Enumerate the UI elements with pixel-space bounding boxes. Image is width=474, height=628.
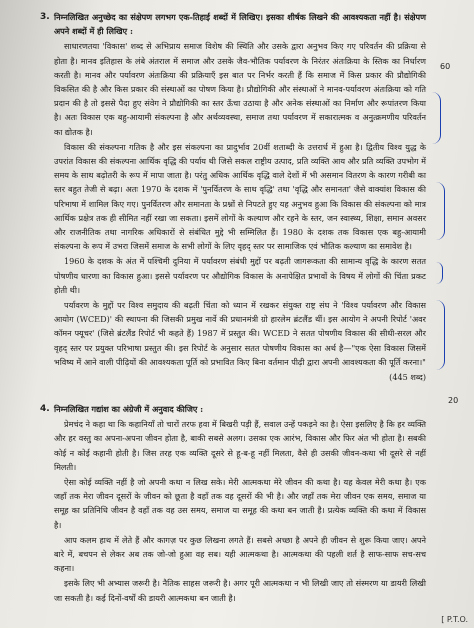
page-turn-note: [ P.T.O.	[441, 615, 468, 624]
marks-label: 20	[448, 396, 459, 405]
passage-paragraph: साधारणतया 'विकास' शब्द से अभिप्राय समाज विशेष की स्थिति और उसके द्वारा अनुभव किए गए परिवर्तन की प्रक्रिया से होता है। मानव इतिहास के लंबे अंतराल में समाज और उसके जैव-भौतिक पर्यावरण के निरंतर अंतःक्रिया के स्तिक का निर्धारण करती है। मानव और पर्यावरण अंतःक्रिया की प्रक्रियाएँ इस बात पर निर्भर करती हैं कि समाज में किस प्रकार की प्रौद्योगिकी विकसित की है और किस प्रकार की संस्थाओं का पोषण किया है। प्रौद्योगिकी और संस्थाओं ने मानव-पर्यावरण अंतःक्रिया को गति प्रदान की है तो इससे पैदा हुए संवेग ने प्रौद्योगिकी का स्तर ऊँचा उठाया है और अनेक संस्थाओं का निर्माण और रूपांतरण किया है। अतः विकास एक बहु-आयामी संकल्पना है और अर्थव्यवस्था, समाज तथा पर्यावरण में सकारात्मक व अनुत्क्रमणीय परिवर्तन का द्योतक है।	[54, 41, 426, 137]
passage-paragraph: इसके लिए भी अभ्यास जरूरी है। नैतिक साहस जरूरी है। अगर पूरी आत्मकथा न भी लिखी जाए तो संस्मरण या डायरी लिखी जा सकती है। कई दिनों-वर्षों की डायरी आत्मकथा बन जाती है।	[54, 578, 426, 603]
question-number: 4.	[40, 404, 50, 414]
marks-label: 60	[440, 62, 451, 71]
passage-paragraph: आप कलम हाथ में लेते हैं और कागज़ पर कुछ लिखना लगते हैं। सबसे अच्छा है अपने ही जीवन से शुरू किया जाए। अपने बारे में, बचपन से लेकर अब तक जो-जो हुआ वह सब। यही आत्मकथा है। आत्मकथा की पहली शर्त है साफ-साफ सच-सच कहना।	[54, 534, 426, 574]
pen-bracket-mark	[436, 262, 443, 284]
question-instruction: निम्नलिखित गद्यांश का अंग्रेजी में अनुवाद कीजिए :	[54, 404, 204, 414]
passage-paragraph: प्रेमचंद ने कहा था कि कहानियाँ तो चारों तरफ हवा में बिखरी पड़ी हैं, सवाल उन्हें पकड़ने का है। ऐसा इसलिए है कि हर व्यक्ति और हर वस्तु का अपना-अपना जीवन होता है, बाकी सबसे अलग। उसका एक आरंभ, विकास और फिर अंत भी होता है। सबकी कोई न कोई कहानी होती है। जिस तरह एक व्यक्ति दूसरे से हू-ब-हू नहीं मिलता, वैसे ही उसकी जीवन-कथा भी दूसरे से नहीं मिलती।	[54, 419, 426, 472]
passage-paragraph: ऐसा कोई व्यक्ति नहीं है जो अपनी कथा न लिख सके। मेरी आत्मकथा मेरे जीवन की कथा है। यह केवल मेरी कथा है। एक जहाँ तक मेरा जीवन दूसरों के जीवन को छूता है वहाँ तक वह दूसरों की भी है। और जहाँ तक मेरा जीवन एक समय, समाज या समूह का प्रतिनिधि जीवन है वहाँ तक वह उस समय, समाज या समूह की कथा बन जाती है। प्रत्येक व्यक्ति की कथा में विकास है।	[54, 477, 426, 530]
passage-paragraph: विकास की संकल्पना गतिक है और इस संकल्पना का प्रादुर्भाव 20वीं शताब्दी के उत्तरार्ध में हुआ है। द्वितीय विश्व युद्ध के उपरांत विकास की संकल्पना आर्थिक वृद्धि की पर्याय थी जिसे सकल राष्ट्रीय उत्पाद, प्रति व्यक्ति आय और प्रति व्यक्ति उपभोग में समय के साथ बढ़ोतरी के रूप में मापा जाता है। परंतु अधिक आर्थिक वृद्धि वाले देशों में भी असमान वितरण के कारण गरीबी का स्तर बहुत तेजी से बढ़ा। अतः 1970 के दशक में 'पुनर्वितरण के साथ वृद्धि' तथा 'वृद्धि और समानता' जैसे वाक्यांश विकास की परिभाषा में शामिल किए गए। पुनर्वितरण और समानता के प्रश्नों से निपटते हुए यह अनुभव हुआ कि विकास की संकल्पना को मात्र आर्थिक प्रक्षेत्र तक ही सीमित नहीं रखा जा सकता। इसमें लोगों के कल्याण और रहने के स्तर, जन स्वास्थ्य, शिक्षा, समान अवसर और राजनीतिक तथा नागरिक अधिकारों से संबंधित मुद्दे भी सम्मिलित हैं। 1980 के दशक तक विकास एक बहु-आयामी संकल्पना के रूप में उभरा जिसमें समाज के सभी लोगों के लिए वृहद् स्तर पर सामाजिक एवं भौतिक कल्याण का समावेश है।	[54, 141, 426, 252]
pen-bracket-mark	[436, 182, 445, 240]
word-count-note: (445 शब्द)	[389, 372, 426, 383]
question-number: 3.	[40, 12, 50, 22]
question-3	[40, 10, 426, 385]
passage-paragraph: पर्यावरण के मुद्दों पर विश्व समुदाय की बढ़ती चिंता को ध्यान में रखकर संयुक्त राष्ट्र संघ ने 'विश्व पर्यावरण और विकास आयोग (WCED)' की स्थापना की जिसकी प्रमुख नार्वे की प्रधानमंत्री ग्रो हारलेम ब्रंटलैंड थीं। इस आयोग ने अपनी रिपोर्ट 'अवर कॉमन फ्यूचर' (जिसे ब्रंटलैंड रिपोर्ट भी कहते हैं) 1987 में प्रस्तुत की। WCED ने सतत पोषणीय विकास की सीधी-सरल और वृहद् स्तर पर प्रयुक्त परिभाषा प्रस्तुत की। इस रिपोर्ट के अनुसार सतत पोषणीय विकास का अर्थ है—"एक ऐसा विकास जिसमें भविष्य में आने वाली पीढ़ियों की आवश्यकता पूर्ति को प्रभावित किए बिना वर्तमान पीढ़ी द्वारा अपनी आवश्यकता की पूर्ति करना।"	[54, 300, 426, 367]
passage-paragraph: 1960 के दशक के अंत में पश्चिमी दुनिया में पर्यावरण संबंधी मुद्दों पर बढ़ती जागरूकता की सामान्य वृद्धि के कारण सतत पोषणीय धारणा का विकास हुआ। इससे पर्यावरण पर औद्योगिक विकास के अनापेक्षित प्रभावों के विषय में लोगों की चिंता प्रकट होती थी।	[54, 256, 426, 295]
pen-bracket-mark	[436, 300, 445, 370]
question-instruction: निम्नलिखित अनुच्छेद का संक्षेपण लगभग एक-तिहाई शब्दों में लिखिए। इसका शीर्षक लिखने की आवश्यकता नहीं है। संक्षेपण अपने शब्दों में ही लिखिए :	[54, 12, 426, 37]
question-4	[40, 402, 426, 606]
pen-bracket-mark	[432, 92, 441, 144]
